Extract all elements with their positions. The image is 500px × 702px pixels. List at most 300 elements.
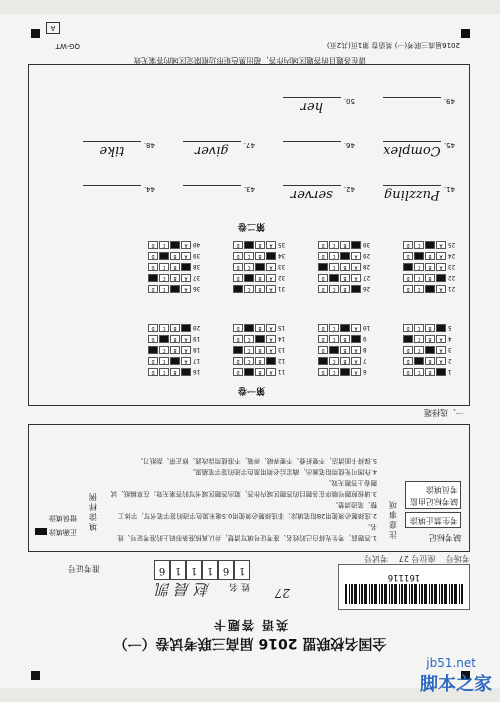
choice-bubble[interactable]: D [318, 274, 328, 282]
choice-row [147, 345, 205, 355]
choice-bubble[interactable]: A [181, 346, 191, 354]
choice-row [402, 367, 460, 377]
choice-bubble[interactable]: A [266, 368, 276, 376]
choice-bubble[interactable]: C [244, 335, 254, 343]
question-number: 39 [193, 252, 201, 260]
choice-bubble[interactable]: B [255, 335, 265, 343]
choice-bubble[interactable]: B [255, 274, 265, 282]
choice-bubble[interactable]: B [255, 252, 265, 260]
choice-bubble[interactable]: B [255, 263, 265, 271]
notice-line: 5.保持卡面清洁，不要折叠、不要弄破、弄皱，不准使用涂改液、修正带、刮纸刀。 [136, 457, 377, 465]
choice-bubble[interactable]: C [329, 357, 339, 365]
question-number: 30 [363, 241, 371, 249]
choice-bubble[interactable]: D [233, 285, 243, 293]
choice-bubble[interactable]: B [255, 285, 265, 293]
choice-bubble[interactable]: D [233, 274, 243, 282]
choice-bubble[interactable]: B [340, 252, 350, 260]
choice-row [402, 356, 460, 366]
written-answer-line[interactable] [183, 185, 255, 202]
question-number: 14 [278, 335, 286, 343]
choice-bubble[interactable]: A [351, 335, 361, 343]
question-number: 31 [278, 285, 286, 293]
choice-bubble[interactable]: A [436, 263, 446, 271]
choice-bubble[interactable]: B [255, 357, 265, 365]
choice-bubble[interactable]: B [170, 346, 180, 354]
choice-row [317, 273, 375, 283]
choice-row [147, 334, 205, 344]
choice-row [232, 262, 290, 272]
choice-row [317, 284, 375, 294]
question-number: 2 [448, 357, 452, 365]
choice-bubble[interactable]: C [244, 263, 254, 271]
choice-bubble[interactable]: C [329, 274, 339, 282]
section-tag: 一、选择题 [424, 408, 464, 417]
choice-bubble[interactable]: B [255, 241, 265, 249]
section-title: 第一卷 [237, 385, 265, 395]
choice-bubble[interactable]: A [266, 346, 276, 354]
question-number: 42. [343, 185, 355, 193]
choice-bubble[interactable]: C [244, 346, 254, 354]
choice-bubble[interactable]: C [159, 274, 169, 282]
choice-row [232, 284, 290, 294]
question-number: 18 [193, 346, 201, 354]
question-number: 7 [363, 357, 367, 365]
choice-bubble[interactable]: D [403, 368, 413, 376]
choice-bubble[interactable]: D [148, 241, 158, 249]
written-answer-line[interactable] [283, 141, 355, 158]
choice-bubble[interactable]: B [170, 263, 180, 271]
id-label: 准考证号 [68, 564, 100, 573]
choice-bubble[interactable]: B [425, 324, 435, 332]
choice-row [232, 240, 290, 250]
choice-bubble[interactable]: A [436, 357, 446, 365]
choice-bubble[interactable]: A [436, 241, 446, 249]
barcode-number: 161116 [387, 572, 421, 582]
choice-bubble[interactable]: D [318, 324, 328, 332]
choice-bubble[interactable]: B [170, 335, 180, 343]
choice-bubble[interactable]: C [414, 241, 424, 249]
choice-bubble[interactable]: A [181, 274, 191, 282]
choice-bubble[interactable]: A [266, 285, 276, 293]
choice-bubble[interactable]: A [181, 335, 191, 343]
question-number: 17 [193, 357, 201, 365]
choice-bubble[interactable]: B [340, 241, 350, 249]
question-number: 29 [363, 252, 371, 260]
section-title: 第二卷 [237, 221, 265, 231]
notice-line: 4.作图可先使用铅笔画出，确定后必须用黑色字迹的签字笔描黑。 [188, 468, 377, 476]
choice-row [232, 367, 290, 377]
barcode-bars [345, 584, 463, 604]
choice-bubble[interactable]: A [266, 324, 276, 332]
choice-bubble[interactable]: B [340, 346, 350, 354]
choice-bubble[interactable]: A [266, 263, 276, 271]
question-number: 32 [278, 274, 286, 282]
exam-subtitle: 英语 答题卡 [211, 618, 289, 632]
choice-row [147, 273, 205, 283]
question-number: 27 [363, 274, 371, 282]
choice-row [402, 284, 460, 294]
choice-row [402, 273, 460, 283]
choice-bubble[interactable]: B [340, 335, 350, 343]
choice-row [232, 273, 290, 283]
question-number: 19 [193, 335, 201, 343]
question-number: 47. [243, 141, 255, 149]
fill-side-label: 填涂样例 [89, 492, 97, 531]
question-number: 34 [278, 252, 286, 260]
handwritten-answer: Puzzling [383, 187, 440, 202]
choice-bubble[interactable]: C [414, 274, 424, 282]
written-answer-line[interactable] [383, 185, 455, 202]
choice-bubble[interactable]: B [425, 346, 435, 354]
question-number: 36 [193, 285, 201, 293]
question-number: 8 [363, 346, 367, 354]
choice-bubble[interactable]: C [159, 285, 169, 293]
question-number: 12 [278, 357, 286, 365]
choice-bubble[interactable]: D [318, 241, 328, 249]
question-number: 48. [143, 141, 155, 149]
question-number: 20 [193, 324, 201, 332]
choice-bubble[interactable]: C [414, 263, 424, 271]
written-answer-line[interactable] [183, 141, 255, 158]
choice-bubble[interactable]: D [403, 357, 413, 365]
filled-box-icon [35, 529, 47, 536]
choice-bubble[interactable]: C [414, 346, 424, 354]
choice-bubble[interactable]: C [329, 285, 339, 293]
registration-mark [461, 29, 470, 38]
question-number: 43. [243, 185, 255, 193]
choice-bubble[interactable]: A [351, 324, 361, 332]
question-number: 16 [193, 368, 201, 376]
question-number: 13 [278, 346, 286, 354]
choice-bubble[interactable]: A [181, 357, 191, 365]
choice-bubble[interactable]: D [148, 252, 158, 260]
handwritten-answer [183, 185, 241, 202]
choice-bubble[interactable]: D [318, 335, 328, 343]
barcode-label: 座位号 27 [398, 554, 436, 563]
choice-bubble[interactable]: C [329, 335, 339, 343]
choice-bubble[interactable]: B [425, 335, 435, 343]
question-number: 15 [278, 324, 286, 332]
choice-bubble[interactable]: C [244, 324, 254, 332]
choice-row [402, 345, 460, 355]
written-answer-line[interactable] [83, 141, 155, 158]
question-number: 38 [193, 263, 201, 271]
choice-bubble[interactable]: A [436, 324, 446, 332]
question-number: 35 [278, 241, 286, 249]
notice-line: 3.请按照题号顺序在各题目的答题区域内作答，超出答题区域书写的答案无效；在草稿纸、试题卷上答题无效。 [110, 479, 377, 498]
choice-row [232, 345, 290, 355]
choice-bubble[interactable]: B [425, 274, 435, 282]
question-number: 44. [143, 185, 155, 193]
choice-bubble[interactable]: C [414, 285, 424, 293]
choice-bubble[interactable]: C [159, 241, 169, 249]
choice-bubble[interactable]: A [351, 263, 361, 271]
handwritten-answer: server [283, 185, 341, 202]
choice-bubble[interactable]: A [266, 274, 276, 282]
choice-row [147, 367, 205, 377]
id-digit: 6 [218, 560, 234, 580]
question-number: 41. [443, 185, 455, 193]
choice-bubble[interactable]: D [403, 241, 413, 249]
question-number: 22 [448, 274, 456, 282]
choice-row [147, 284, 205, 294]
seat-number: 27 [274, 586, 290, 600]
choice-row [402, 262, 460, 272]
choice-bubble[interactable]: A [266, 357, 276, 365]
question-number: 24 [448, 252, 456, 260]
choice-row [147, 323, 205, 333]
choice-bubble[interactable]: B [425, 285, 435, 293]
choice-bubble[interactable]: A [266, 241, 276, 249]
choice-bubble[interactable]: B [425, 263, 435, 271]
fill-wrong-label: 错误填涂 [49, 514, 77, 522]
question-number: 4 [448, 335, 452, 343]
choice-bubble[interactable]: A [436, 285, 446, 293]
choice-bubble[interactable]: B [170, 274, 180, 282]
choice-bubble[interactable]: A [266, 335, 276, 343]
id-digit: 1 [234, 560, 250, 580]
question-number: 23 [448, 263, 456, 271]
barcode [338, 564, 470, 610]
choice-row [232, 251, 290, 261]
handwritten-answer: her [283, 97, 341, 114]
choice-row [232, 356, 290, 366]
choice-bubble[interactable]: D [233, 357, 243, 365]
choice-bubble[interactable]: B [425, 368, 435, 376]
choice-bubble[interactable]: A [436, 368, 446, 376]
registration-mark [31, 29, 40, 38]
choice-bubble[interactable]: D [148, 263, 158, 271]
choice-bubble[interactable]: B [340, 357, 350, 365]
written-answer-line[interactable] [283, 97, 355, 114]
scan-edge-bottom [0, 0, 500, 14]
choice-bubble[interactable]: B [255, 368, 265, 376]
choice-bubble[interactable]: D [318, 263, 328, 271]
barcode-labels [356, 553, 470, 564]
absent-option: 缺考标记由监考员填涂 [405, 481, 461, 509]
choice-row [317, 240, 375, 250]
choice-bubble[interactable]: C [414, 357, 424, 365]
choice-bubble[interactable]: B [170, 368, 180, 376]
choice-bubble[interactable]: A [351, 368, 361, 376]
notice-line: 2.选择题必须使用2B铅笔填涂；非选择题必须使用0.5毫米黑色字迹的签字笔书写，字体工整、笔迹清楚。 [117, 501, 377, 520]
choice-row [402, 323, 460, 333]
question-number: 45. [443, 141, 455, 149]
choice-row [402, 251, 460, 261]
choice-bubble[interactable]: B [255, 324, 265, 332]
choice-bubble[interactable]: B [340, 324, 350, 332]
registration-mark [31, 671, 40, 680]
choice-bubble[interactable]: A [181, 285, 191, 293]
choice-bubble[interactable]: D [148, 324, 158, 332]
choice-bubble[interactable]: A [436, 274, 446, 282]
choice-bubble[interactable]: D [403, 252, 413, 260]
written-answer-line[interactable] [83, 185, 155, 202]
choice-bubble[interactable]: D [403, 346, 413, 354]
choice-bubble[interactable]: B [340, 368, 350, 376]
choice-bubble[interactable]: A [351, 285, 361, 293]
choice-bubble[interactable]: D [403, 324, 413, 332]
choice-bubble[interactable]: D [318, 252, 328, 260]
handwritten-answer: tike [83, 141, 141, 158]
choice-row [317, 345, 375, 355]
choice-bubble[interactable]: D [148, 357, 158, 365]
choice-bubble[interactable]: B [170, 285, 180, 293]
watermark-url: jb51.net [426, 656, 476, 670]
choice-bubble[interactable]: D [403, 263, 413, 271]
choice-bubble[interactable]: C [159, 335, 169, 343]
choice-bubble[interactable]: C [414, 335, 424, 343]
choice-bubble[interactable]: A [351, 346, 361, 354]
choice-bubble[interactable]: A [181, 368, 191, 376]
question-number: 28 [363, 263, 371, 271]
choice-bubble[interactable]: C [244, 241, 254, 249]
choice-bubble[interactable]: B [340, 263, 350, 271]
choice-row [317, 251, 375, 261]
choice-row [317, 367, 375, 377]
choice-bubble[interactable]: B [255, 346, 265, 354]
fill-correct-label: 正确填涂 [33, 525, 77, 539]
choice-bubble[interactable]: C [159, 357, 169, 365]
written-answer-line[interactable] [283, 185, 355, 202]
choice-row [317, 334, 375, 344]
choice-bubble[interactable]: A [181, 252, 191, 260]
notice-block [28, 424, 470, 552]
choice-bubble[interactable]: D [318, 357, 328, 365]
choice-bubble[interactable]: C [159, 263, 169, 271]
question-number: 11 [278, 368, 286, 376]
choice-bubble[interactable]: B [170, 357, 180, 365]
handwritten-answer [83, 185, 141, 202]
choice-bubble[interactable]: A [181, 324, 191, 332]
question-number: 1 [448, 368, 452, 376]
choice-bubble[interactable]: C [244, 274, 254, 282]
choice-bubble[interactable]: C [244, 285, 254, 293]
handwritten-answer [283, 141, 341, 158]
choice-row [402, 240, 460, 250]
id-digit: 1 [170, 560, 186, 580]
choice-bubble[interactable]: B [170, 324, 180, 332]
exam-title: 全国名校联盟 2016 届高三联考试卷（一） [113, 635, 387, 651]
choice-bubble[interactable]: B [340, 274, 350, 282]
choice-bubble[interactable]: D [318, 346, 328, 354]
choice-bubble[interactable]: C [414, 324, 424, 332]
choice-bubble[interactable]: D [233, 335, 243, 343]
choice-bubble[interactable]: C [329, 324, 339, 332]
question-number: 46. [343, 141, 355, 149]
choice-bubble[interactable]: D [318, 285, 328, 293]
choice-bubble[interactable]: B [425, 357, 435, 365]
choice-bubble[interactable]: B [425, 252, 435, 260]
choice-row [147, 240, 205, 250]
choice-bubble[interactable]: C [244, 357, 254, 365]
question-number: 26 [363, 285, 371, 293]
question-number: 40 [193, 241, 201, 249]
choice-bubble[interactable]: C [159, 346, 169, 354]
absent-option: 考生禁止填涂 [405, 512, 461, 528]
page-info: 2016届高三联考(一) 英语卷 第1页(共2页) [326, 41, 460, 49]
choice-bubble[interactable]: D [233, 346, 243, 354]
choice-bubble[interactable]: A [351, 274, 361, 282]
choice-row [317, 323, 375, 333]
choice-bubble[interactable]: A [351, 357, 361, 365]
choice-row [317, 262, 375, 272]
written-answer-line[interactable] [383, 141, 455, 158]
handwritten-answer: Complex [383, 143, 441, 158]
choice-bubble[interactable]: B [425, 241, 435, 249]
choice-bubble[interactable]: D [403, 274, 413, 282]
id-digit: 1 [186, 560, 202, 580]
choice-bubble[interactable]: C [329, 263, 339, 271]
choice-bubble[interactable]: C [414, 252, 424, 260]
choice-bubble[interactable]: D [233, 324, 243, 332]
choice-bubble[interactable]: A [436, 346, 446, 354]
question-number: 9 [363, 335, 367, 343]
choice-bubble[interactable]: C [159, 252, 169, 260]
choice-bubble[interactable]: C [244, 252, 254, 260]
choice-row [147, 251, 205, 261]
choice-row [402, 334, 460, 344]
choice-bubble[interactable]: C [329, 241, 339, 249]
question-number: 50. [343, 97, 355, 105]
choice-bubble[interactable]: A [351, 252, 361, 260]
handwritten-answer [383, 97, 441, 114]
question-number: 49. [443, 97, 455, 105]
choice-bubble[interactable]: B [170, 241, 180, 249]
choice-row [232, 334, 290, 344]
choice-bubble[interactable]: C [244, 368, 254, 376]
choice-bubble[interactable]: A [181, 263, 191, 271]
choice-row [317, 356, 375, 366]
choice-bubble[interactable]: C [329, 252, 339, 260]
choice-bubble[interactable]: C [329, 346, 339, 354]
choice-bubble[interactable]: D [148, 285, 158, 293]
choice-row [147, 356, 205, 366]
written-answer-line[interactable] [383, 97, 455, 114]
choice-bubble[interactable]: D [148, 368, 158, 376]
choice-bubble[interactable]: D [403, 335, 413, 343]
choice-bubble[interactable]: C [159, 324, 169, 332]
choice-bubble[interactable]: D [233, 263, 243, 271]
choice-bubble[interactable]: C [414, 368, 424, 376]
choice-row [232, 323, 290, 333]
choice-bubble[interactable]: D [148, 346, 158, 354]
question-number: 10 [363, 324, 371, 332]
choice-bubble[interactable]: D [148, 274, 158, 282]
choice-bubble[interactable]: C [159, 368, 169, 376]
choice-bubble[interactable]: B [170, 252, 180, 260]
question-number: 33 [278, 263, 286, 271]
question-number: 3 [448, 346, 452, 354]
choice-bubble[interactable]: D [148, 335, 158, 343]
barcode-label: 考试号 [364, 554, 389, 563]
choice-bubble[interactable]: C [329, 368, 339, 376]
choice-bubble[interactable]: A [436, 335, 446, 343]
question-number: 25 [448, 241, 456, 249]
choice-bubble[interactable]: D [233, 368, 243, 376]
choice-bubble[interactable]: D [233, 241, 243, 249]
choice-bubble[interactable]: A [266, 252, 276, 260]
choice-bubble[interactable]: D [318, 368, 328, 376]
paper-type-box: A [46, 22, 60, 34]
choice-bubble[interactable]: D [403, 285, 413, 293]
choice-bubble[interactable]: A [181, 241, 191, 249]
notice-side-label: 注意事项 [389, 500, 397, 539]
choice-bubble[interactable]: B [340, 285, 350, 293]
choice-bubble[interactable]: A [436, 252, 446, 260]
choice-bubble[interactable]: D [233, 252, 243, 260]
choice-bubble[interactable]: A [351, 241, 361, 249]
